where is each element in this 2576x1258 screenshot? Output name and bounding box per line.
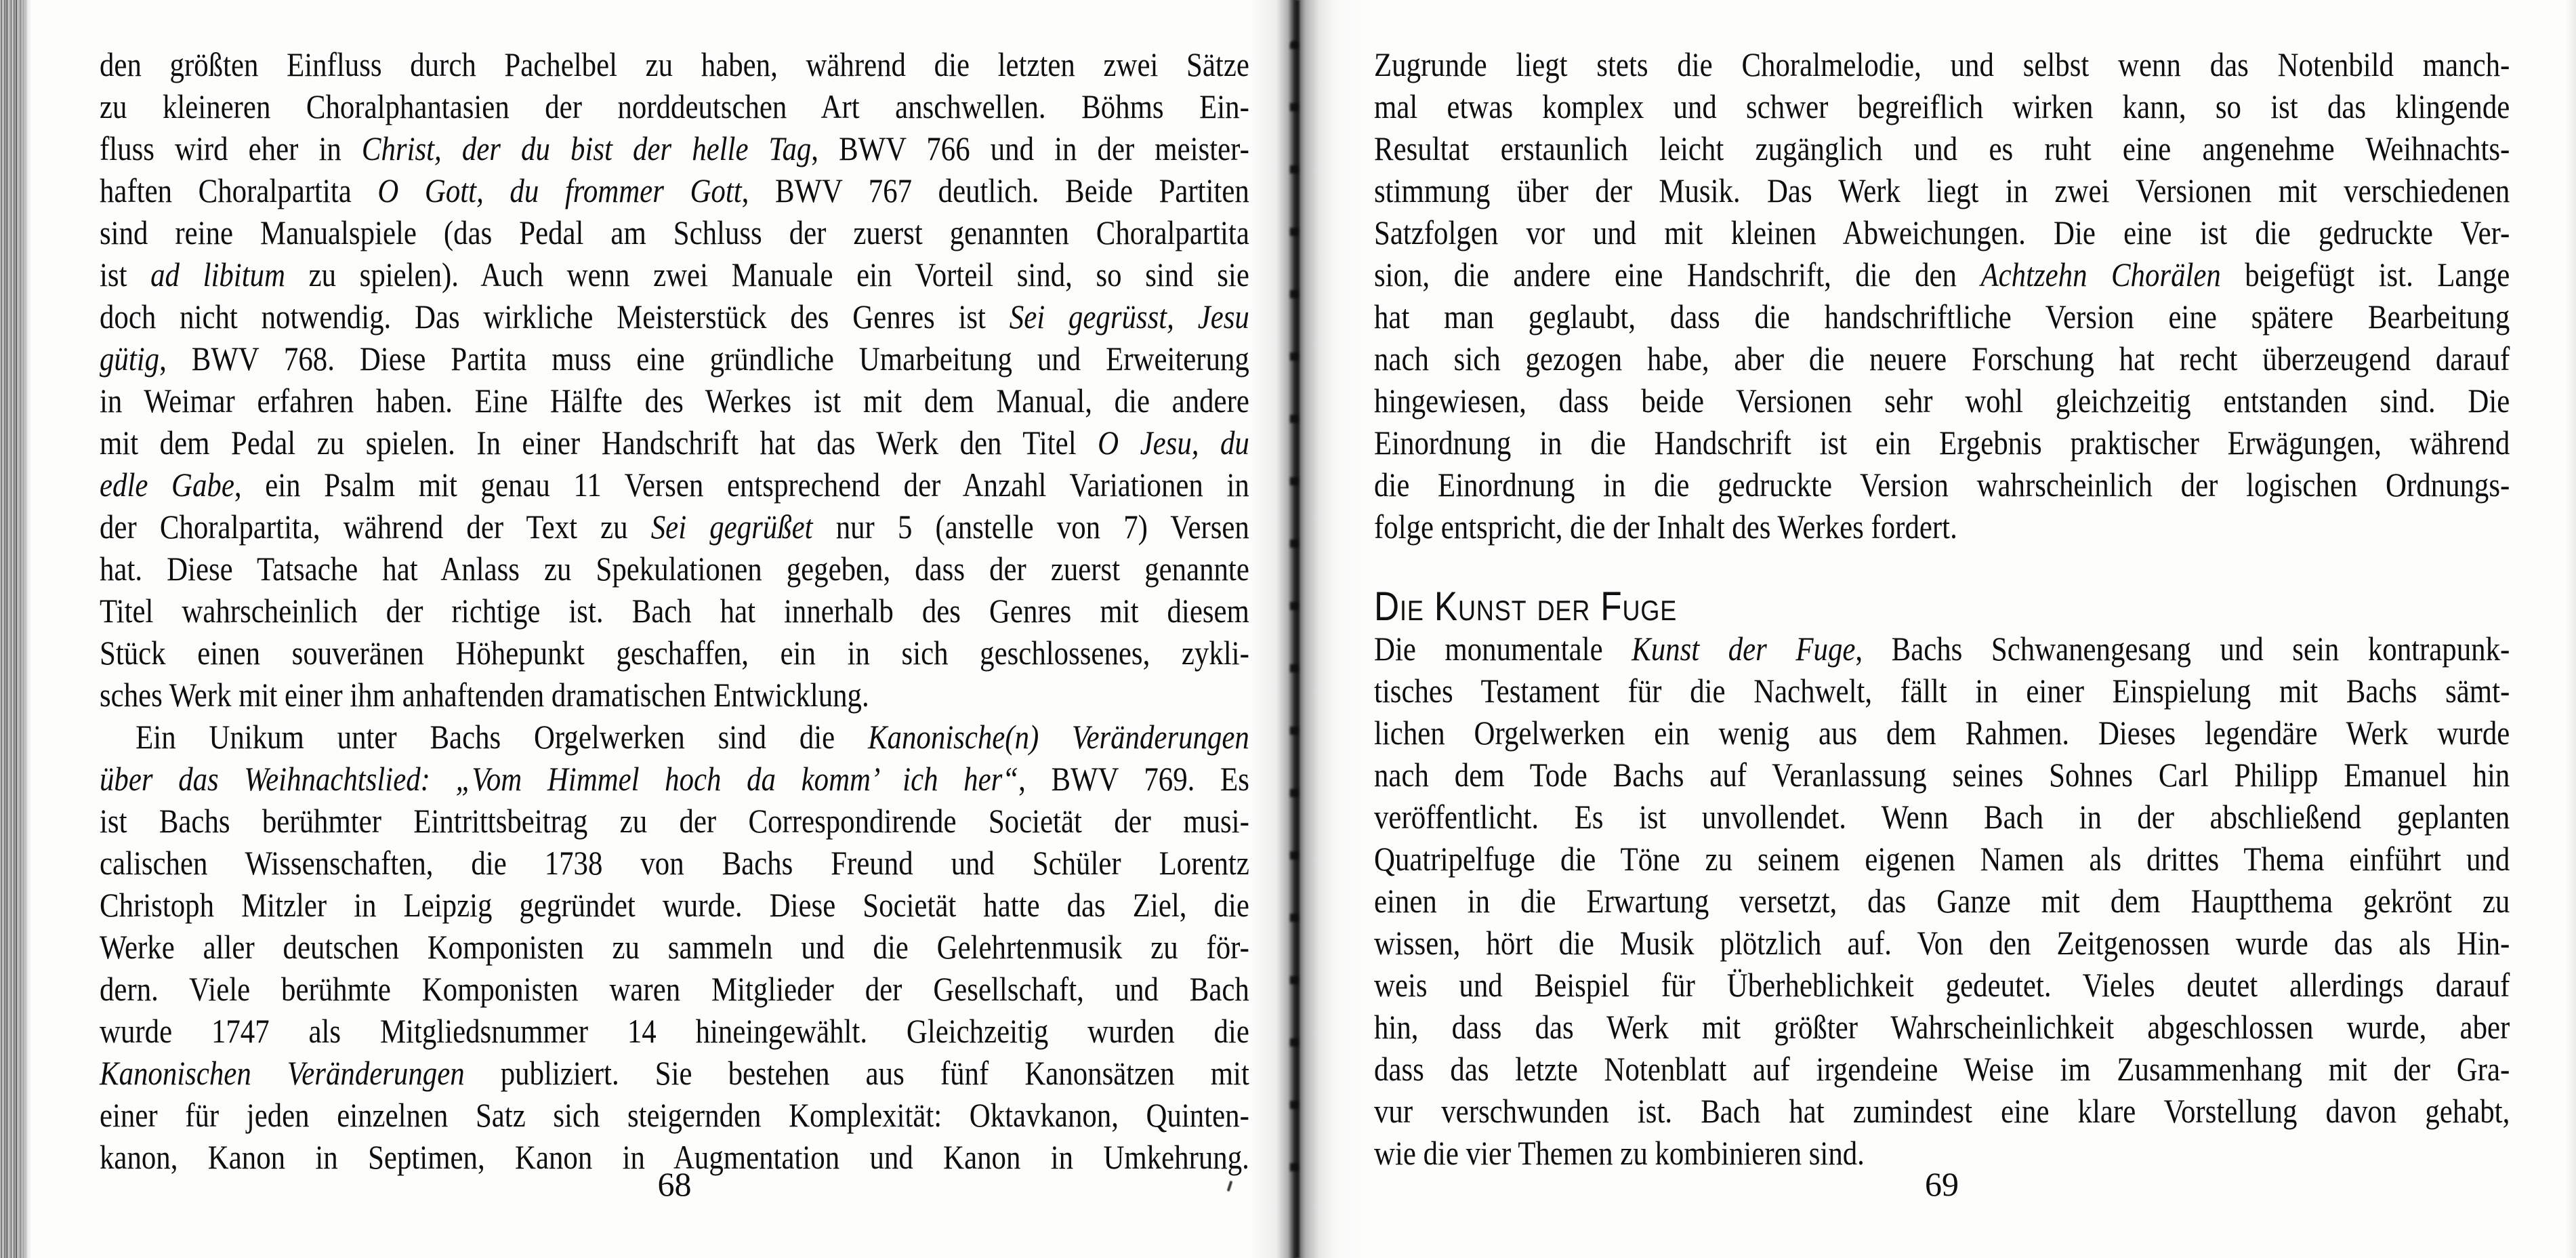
- text-line: gütig, BWV 768. Diese Partita muss eine gründliche Umarbeitung und Erweiterung: [100, 340, 1249, 378]
- text-line: über das Weihnachtslied: „Vom Himmel hoch da komm’ ich her“, BWV 769. Es: [100, 760, 1249, 798]
- text-line: dass das letzte Notenblatt auf irgendeine Weise im Zusammenhang mit der Gra-: [1374, 1050, 2510, 1088]
- text-line: der Choralpartita, während der Text zu Sei gegrüßet nur 5 (anstelle von 7) Versen: [100, 508, 1249, 546]
- text-line: lichen Orgelwerken ein wenig aus dem Rahmen. Dieses legendäre Werk wurde: [1374, 714, 2510, 752]
- text-line: einer für jeden einzelnen Satz sich steigernden Komplexität: Oktavkanon, Quinten-: [100, 1096, 1249, 1134]
- text-line: fluss wird eher in Christ, der du bist der helle Tag, BWV 766 und in der meister-: [100, 129, 1249, 167]
- text-line: wurde 1747 als Mitgliedsnummer 14 hineingewählt. Gleichzeitig wurden die: [100, 1012, 1249, 1050]
- text-line: Einordnung in die Handschrift ist ein Ergebnis praktischer Erwägungen, während: [1374, 424, 2510, 462]
- text-line: hat man geglaubt, dass die handschriftliche Version eine spätere Bearbeitung: [1374, 298, 2510, 336]
- text-line: ist Bachs berühmter Eintrittsbeitrag zu der Correspondirende Societät der musi-: [100, 802, 1249, 840]
- text-line: zu kleineren Choralphantasien der norddeutschen Art anschwellen. Böhms Ein-: [100, 87, 1249, 125]
- text-line: weis und Beispiel für Überheblichkeit gedeutet. Vieles deutet allerdings darauf: [1374, 966, 2510, 1004]
- text-line: stimmung über der Musik. Das Werk liegt in zwei Versionen mit verschiedenen: [1374, 171, 2510, 209]
- section-heading: Die Kunst der Fuge: [1374, 584, 1678, 629]
- left-page-paragraph-1: [100, 43, 1249, 716]
- right-page-trim-shade: [2565, 0, 2576, 1258]
- text-line: tisches Testament für die Nachwelt, fällt in einer Einspielung mit Bachs sämt-: [1374, 672, 2510, 710]
- text-line: doch nicht notwendig. Das wirkliche Meisterstück des Genres ist Sei gegrüsst, Jesu: [100, 298, 1249, 336]
- text-line: sches Werk mit einer ihm anhaftenden dramatischen Entwicklung.: [100, 676, 869, 714]
- text-line: Kanonischen Veränderungen publiziert. Sie bestehen aus fünf Kanonsätzen mit: [100, 1054, 1249, 1092]
- right-page-text-column: [1374, 43, 2510, 1174]
- left-page-paragraph-2: [100, 716, 1249, 1178]
- text-line: sion, die andere eine Handschrift, die den Achtzehn Chorälen beigefügt ist. Lange: [1374, 256, 2510, 293]
- page-number-right: 69: [1925, 1165, 1959, 1203]
- text-line: nach dem Tode Bachs auf Veranlassung seines Sohnes Carl Philipp Emanuel hin: [1374, 756, 2510, 794]
- text-line: Quatripelfuge die Töne zu seinem eigenen Namen als drittes Thema einführt und: [1374, 840, 2510, 878]
- text-line: ist ad libitum zu spielen). Auch wenn zwei Manuale ein Vorteil sind, so sind sie: [100, 256, 1249, 293]
- text-line: wissen, hört die Musik plötzlich auf. Von den Zeitgenossen wurde das als Hin-: [1374, 924, 2510, 962]
- text-line: mit dem Pedal zu spielen. In einer Handschrift hat das Werk den Titel O Jesu, du: [100, 424, 1249, 462]
- page-number-left: 68: [657, 1165, 692, 1203]
- text-line: in Weimar erfahren haben. Eine Hälfte des Werkes ist mit dem Manual, die andere: [100, 382, 1249, 420]
- text-line: nach sich gezogen habe, aber die neuere Forschung hat recht überzeugend darauf: [1374, 340, 2510, 378]
- left-page-text-column: [100, 43, 1249, 1178]
- binding-gutter-shadow: [1250, 0, 1369, 1258]
- text-line: hingewiesen, dass beide Versionen sehr wohl gleichzeitig entstanden sind. Die: [1374, 382, 2510, 420]
- text-line: hat. Diese Tatsache hat Anlass zu Spekulationen gegeben, dass der zuerst genannte: [100, 550, 1249, 588]
- text-line: Ein Unikum unter Bachs Orgelwerken sind die Kanonische(n) Veränderungen: [136, 718, 1249, 756]
- text-line: edle Gabe, ein Psalm mit genau 11 Versen entsprechend der Anzahl Variationen in: [100, 466, 1249, 504]
- text-line: calischen Wissenschaften, die 1738 von Bachs Freund und Schüler Lorentz: [100, 844, 1249, 882]
- text-line: sind reine Manualspiele (das Pedal am Schluss der zuerst genannten Choralpartita: [100, 214, 1249, 251]
- text-line: Werke aller deutschen Komponisten zu sammeln und die Gelehrtenmusik zu för-: [100, 928, 1249, 966]
- text-line: dern. Viele berühmte Komponisten waren Mitglieder der Gesellschaft, und Bach: [100, 970, 1249, 1008]
- text-line: mal etwas komplex und schwer begreiflich wirken kann, so ist das klingende: [1374, 87, 2510, 125]
- text-line: Christoph Mitzler in Leipzig gegründet wurde. Diese Societät hatte das Ziel, die: [100, 886, 1249, 924]
- text-line: kanon, Kanon in Septimen, Kanon in Augmentation und Kanon in Umkehrung.: [100, 1138, 1249, 1176]
- text-line: vur verschwunden ist. Bach hat zumindest eine klare Vorstellung davon gehabt,: [1374, 1092, 2510, 1130]
- text-line: Die monumentale Kunst der Fuge, Bachs Schwanengesang und sein kontrapunk-: [1374, 630, 2510, 668]
- text-line: wie die vier Themen zu kombinieren sind.: [1374, 1134, 1865, 1172]
- text-line: einen in die Erwartung versetzt, das Ganze mit dem Hauptthema gekrönt zu: [1374, 882, 2510, 920]
- section-gap: [1374, 548, 2510, 586]
- text-line: haften Choralpartita O Gott, du frommer Gott, BWV 767 deutlich. Beide Partiten: [100, 171, 1249, 209]
- right-page-paragraph-2: [1374, 628, 2510, 1174]
- text-line: folge entspricht, die der Inhalt des Werkes fordert.: [1374, 508, 1957, 546]
- text-line: veröffentlicht. Es ist unvollendet. Wenn Bach in der abschließend geplanten: [1374, 798, 2510, 836]
- text-line: Titel wahrscheinlich der richtige ist. Bach hat innerhalb des Genres mit diesem: [100, 592, 1249, 630]
- text-line: hin, dass das Werk mit größter Wahrscheinlichkeit abgeschlossen wurde, aber: [1374, 1008, 2510, 1046]
- text-line: Stück einen souveränen Höhepunkt geschaffen, ein in sich geschlossenes, zykli-: [100, 634, 1249, 672]
- binding-gutter-specks: [1290, 41, 1298, 1220]
- left-page-edge-texture: [0, 0, 31, 1258]
- right-page-paragraph-1: [1374, 43, 2510, 548]
- text-line: Zugrunde liegt stets die Choralmelodie, und selbst wenn das Notenbild manch-: [1374, 45, 2510, 83]
- text-line: den größten Einfluss durch Pachelbel zu haben, während die letzten zwei Sätze: [100, 45, 1249, 83]
- text-line: die Einordnung in die gedruckte Version wahrscheinlich der logischen Ordnungs-: [1374, 466, 2510, 504]
- text-line: Satzfolgen vor und mit kleinen Abweichungen. Die eine ist die gedruckte Ver-: [1374, 214, 2510, 251]
- text-line: Resultat erstaunlich leicht zugänglich und es ruht eine angenehme Weihnachts-: [1374, 129, 2510, 167]
